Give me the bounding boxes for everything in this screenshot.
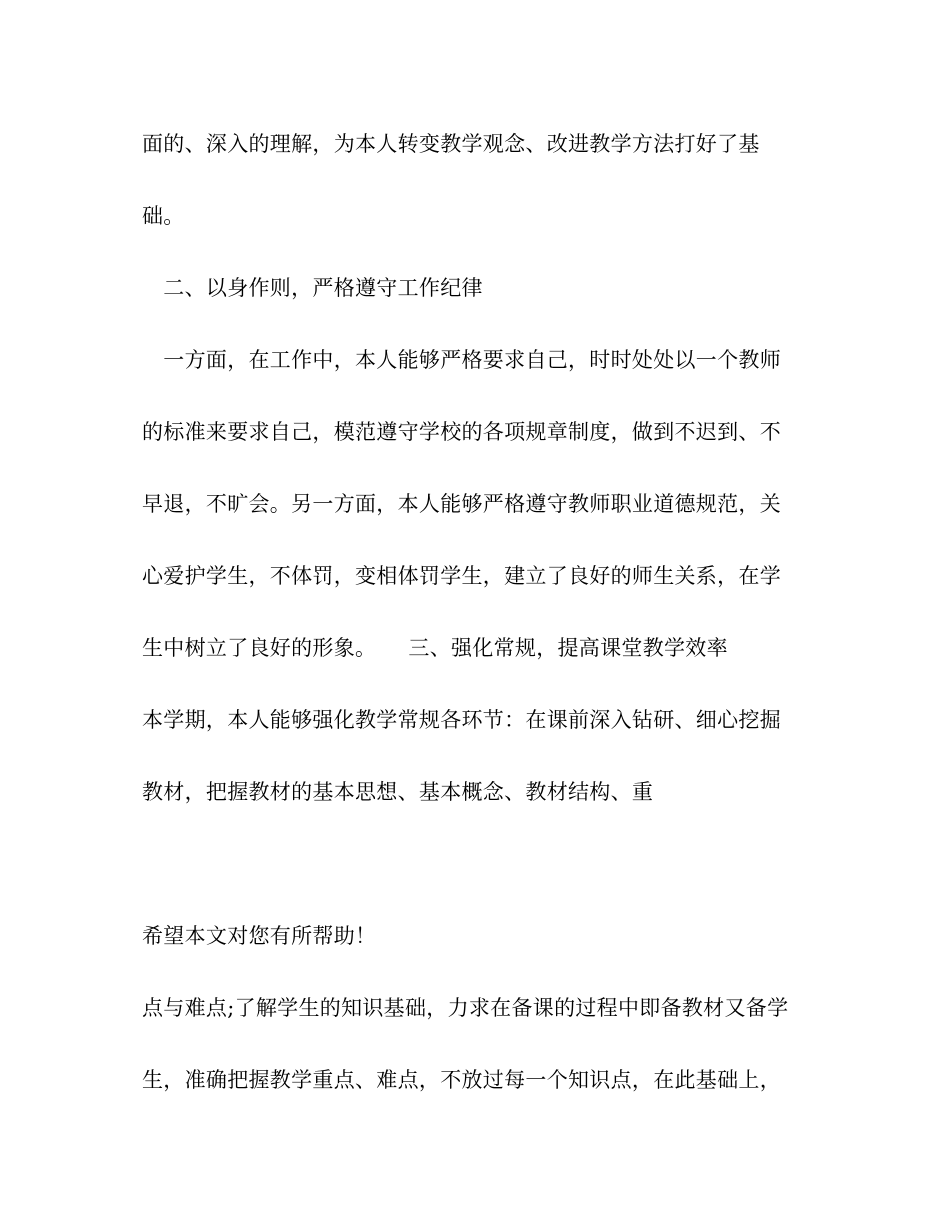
paragraph-line: 一方面，在工作中，本人能够严格要求自己，时时处处以一个教师 [142,348,781,372]
paragraph-line: 本学期，本人能够强化教学常规各环节：在课前深入钻研、细心挖掘 [142,708,781,732]
paragraph-line: 教材，把握教材的基本思想、基本概念、教材结构、重 [142,780,654,804]
paragraph-line: 点与难点;了解学生的知识基础，力求在备课的过程中即备教材又备学 [142,996,789,1020]
paragraph-line: 早退，不旷会。另一方面，本人能够严格遵守教师职业道德规范，关 [142,492,781,516]
paragraph-line: 生中树立了良好的形象。 三、强化常规，提高课堂教学效率 [142,636,728,660]
paragraph-line: 心爱护学生，不体罚，变相体罚学生，建立了良好的师生关系，在学 [142,564,781,588]
paragraph-line: 的标准来要求自己，模范遵守学校的各项规章制度，做到不迟到、不 [142,420,781,444]
section-heading: 二、以身作则，严格遵守工作纪律 [142,276,483,300]
paragraph-line: 础。 [142,204,185,228]
closing-note: 希望本文对您有所帮助！ [142,924,377,948]
paragraph-line: 面的、深入的理解，为本人转变教学观念、改进教学方法打好了基 [142,132,760,156]
paragraph-line: 生，准确把握教学重点、难点，不放过每一个知识点，在此基础上， [142,1068,781,1092]
